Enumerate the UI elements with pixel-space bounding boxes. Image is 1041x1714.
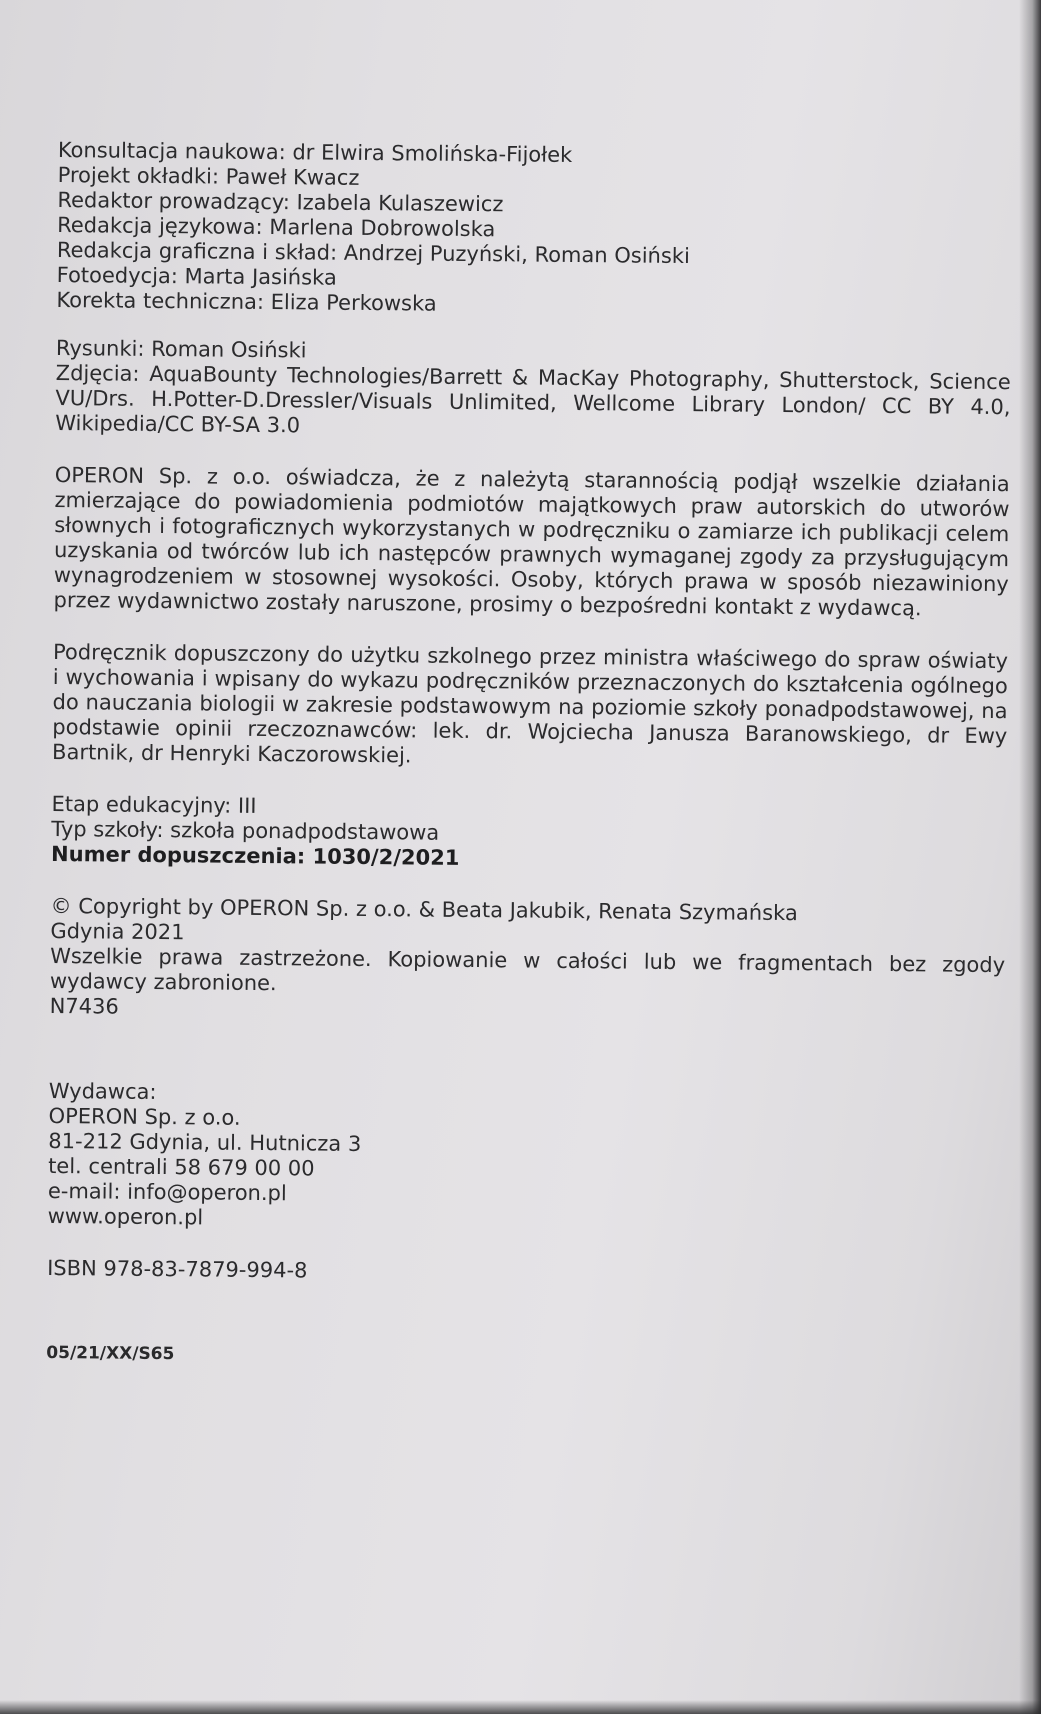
education-info	[51, 792, 1007, 876]
rights-reserved: Wszelkie prawa zastrzeżone. Kopiowanie w całości lub we fragmentach bez zgody wydawcy zabronione.	[49, 943, 1006, 996]
credit-line: Fotoedycja: Marta Jasińska	[56, 262, 337, 290]
print-code: 05/21/XX/S65	[46, 1342, 175, 1365]
isbn: ISBN 978-83-7879-994-8	[47, 1255, 308, 1283]
credits-list	[56, 138, 1013, 322]
approval-number: Numer dopuszczenia: 1030/2/2021	[51, 841, 460, 870]
publisher-email: e-mail: info@operon.pl	[47, 1178, 287, 1206]
credit-line: Redakcja językowa: Marlena Dobrowolska	[57, 212, 496, 242]
illustrations-credits	[55, 336, 1011, 445]
rights-statement: OPERON Sp. z o.o. oświadcza, że z należytą starannością podjął wszelkie działania zmierzające do powiadomienia podmiotów majątkowych praw autorskich do utworów słownych i fotograficznych wykorzystanych w podręczniku o zamiarze ich publikacji celem uzyskania od twórców lub ich następców prawnych wymaganej zgody za przysługującym wynagrodzeniem w stosownej wysokości. Osoby, których prawa w sposób niezawiniony przez wydawnictwo zostały naruszone, prosimy o bezpośredni kontakt z wydawcą.	[53, 462, 1010, 621]
page-edge-shadow	[1019, 0, 1041, 1714]
place-year: Gdynia 2021	[50, 918, 185, 945]
publisher-label: Wydawca:	[48, 1078, 157, 1104]
credit-line: Redakcja graficzna i skład: Andrzej Puzyński, Roman Osiński	[56, 237, 690, 269]
credit-line: Konsultacja naukowa: dr Elwira Smolińska-Fijołek	[57, 138, 573, 167]
publisher-phone: tel. centrali 58 679 00 00	[48, 1153, 315, 1181]
education-stage: Etap edukacyjny: III	[51, 791, 257, 818]
page-bottom-shadow	[0, 1700, 1041, 1714]
publisher-website: www.operon.pl	[47, 1203, 204, 1230]
credit-line: Projekt okładki: Paweł Kwacz	[57, 162, 360, 190]
imprint-content	[46, 138, 1013, 1375]
school-type: Typ szkoły: szkoła ponadpodstawowa	[51, 816, 440, 845]
drawings-credit: Rysunki: Roman Osiński	[55, 335, 307, 363]
publisher-address: 81-212 Gdynia, ul. Hutnicza 3	[48, 1128, 362, 1156]
credit-line: Redaktor prowadzący: Izabela Kulaszewicz	[57, 187, 504, 217]
photos-credit: Zdjęcia: AquaBounty Technologies/Barrett & MacKay Photography, Shutterstock, Science VU/Drs. H.Potter-D.Dressler/Visuals Unlimited, Wellcome Library London/ CC BY 4.0, Wikipedia/CC BY-SA 3.0	[55, 360, 1011, 438]
approval-statement: Podręcznik dopuszczony do użytku szkolnego przez ministra właściwego do spraw oświaty i wychowania i wpisany do wykazu podręczników przeznaczonych do kształcenia ogólnego do nauczania biologii w zakresie podstawowym na poziomie szkoły ponadpodstawowej, na podstawie opinii rzeczoznawców: lek. dr. Wojciecha Janusza Baranowskiego, dr Ewy Bartnik, dr Henryki Kaczorowskiej.	[51, 639, 1009, 768]
copyright-holder: © Copyright by OPERON Sp. z o.o. & Beata Jakubik, Renata Szymańska	[50, 893, 798, 926]
catalog-code: N7436	[49, 993, 119, 1019]
copyright-info	[50, 894, 1006, 1028]
credit-line: Korekta techniczna: Eliza Perkowska	[56, 287, 437, 316]
publisher-info	[48, 1079, 1004, 1238]
publisher-name: OPERON Sp. z o.o.	[48, 1103, 241, 1130]
